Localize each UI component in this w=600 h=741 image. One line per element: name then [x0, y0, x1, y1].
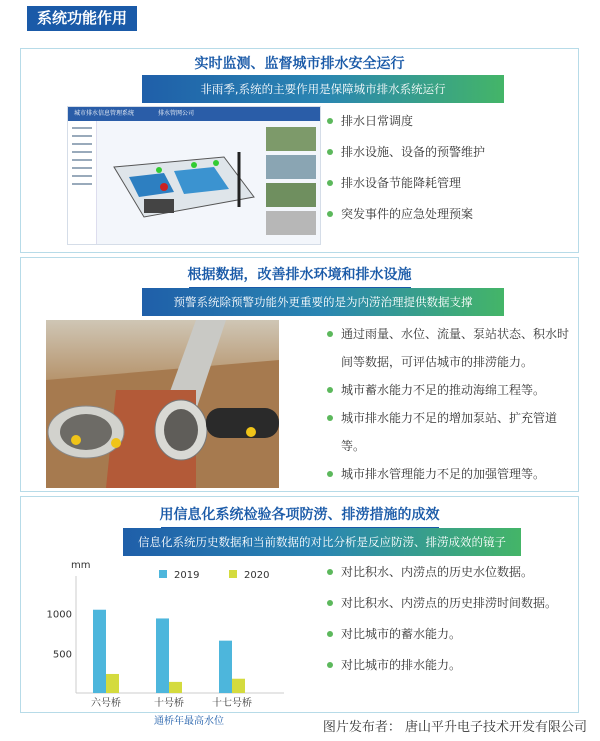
- y-tick-label: 500: [52, 649, 72, 661]
- feature-list: [327, 112, 485, 236]
- list-item: [327, 112, 485, 143]
- bullet-icon: [327, 149, 333, 155]
- bullet-icon: [327, 180, 333, 186]
- list-item: [327, 563, 557, 594]
- bar-2019: [93, 610, 106, 693]
- section-band: 信息化系统历史数据和当前数据的对比分析是反应防涝、排涝成效的镜子: [123, 528, 521, 556]
- list-item: [327, 404, 572, 460]
- y-axis-unit: mm: [71, 560, 91, 571]
- section-title-text: 实时监测、监督城市排水安全运行: [194, 56, 405, 72]
- list-item: [327, 625, 557, 656]
- chart-bars: [93, 610, 245, 693]
- page-section-tag: 系统功能作用: [27, 6, 137, 31]
- list-item-text: 通过雨量、水位、流量、泵站状态、积水时间等数据，可评估城市的排涝能力。: [341, 327, 570, 369]
- bullet-icon: [327, 662, 333, 668]
- section-title: [21, 504, 578, 524]
- bullet-icon: [327, 211, 333, 217]
- list-item: [327, 376, 572, 404]
- list-item-text: 对比积水、内涝点的历史排涝时间数据。: [341, 596, 558, 610]
- screenshot-sidebar: [68, 121, 97, 244]
- system-screenshot: [67, 106, 321, 245]
- list-item-text: 对比城市的排水能力。: [341, 658, 462, 672]
- bullet-icon: [327, 600, 333, 606]
- feature-list: [327, 320, 572, 488]
- x-tick-label: 六号桥: [91, 698, 121, 709]
- bar-2020: [169, 682, 182, 693]
- water-level-bar-chart: [44, 556, 304, 728]
- bar-2020: [106, 674, 119, 693]
- list-item-text: 排水日常调度: [341, 114, 414, 128]
- bullet-icon: [327, 569, 333, 575]
- legend-swatch: [229, 570, 237, 578]
- legend-swatch: [159, 570, 167, 578]
- list-item: [327, 594, 557, 625]
- list-item: [327, 656, 557, 687]
- list-item: [327, 143, 485, 174]
- screenshot-titlebar: [68, 107, 320, 121]
- list-item: [327, 205, 485, 236]
- list-item-text: 对比积水、内涝点的历史水位数据。: [341, 565, 534, 579]
- feature-list: [327, 563, 557, 687]
- list-item-text: 突发事件的应急处理预案: [341, 207, 474, 221]
- section-monitoring: [20, 48, 579, 253]
- image-credit: 图片发布者： 唐山平升电子技术开发有限公司: [322, 720, 587, 735]
- section-title: [21, 53, 578, 73]
- x-axis-title: 通桥年最高水位: [154, 716, 224, 727]
- bullet-icon: [327, 415, 333, 421]
- section-band: 非雨季,系统的主要作用是保障城市排水系统运行: [142, 75, 504, 103]
- section-band: 预警系统除预警功能外更重要的是为内涝治理提供数据支撑: [142, 288, 504, 316]
- x-labels: [91, 696, 252, 709]
- bullet-icon: [327, 631, 333, 637]
- bar-2019: [219, 641, 232, 693]
- bullet-icon: [327, 471, 333, 477]
- bullet-icon: [327, 118, 333, 124]
- list-item-text: 排水设备节能降耗管理: [341, 176, 462, 190]
- y-tick-label: 1000: [46, 609, 72, 621]
- list-item-text: 排水设施、设备的预警维护: [341, 145, 486, 159]
- list-item: [327, 174, 485, 205]
- list-item-text: 城市蓄水能力不足的推动海绵工程等。: [341, 383, 546, 397]
- bullet-icon: [327, 387, 333, 393]
- pipe-construction-photo: [46, 320, 279, 488]
- x-tick-label: 十号桥: [154, 698, 184, 709]
- list-item: [327, 320, 572, 376]
- section-title-text: 用信息化系统检验各项防涝、排涝措施的成效: [159, 507, 440, 523]
- list-item-text: 城市排水能力不足的增加泵站、扩充管道等。: [341, 411, 558, 453]
- list-item-text: 对比城市的蓄水能力。: [341, 627, 462, 641]
- pump-station-diagram: [104, 137, 264, 233]
- chart-legend: [159, 570, 269, 581]
- list-item-text: 城市排水管理能力不足的加强管理等。: [341, 467, 546, 481]
- section-title-text: 根据数据，改善排水环境和排水设施: [187, 267, 412, 283]
- bar-2019: [156, 618, 169, 693]
- legend-label: 2020: [244, 570, 270, 581]
- list-item: [327, 460, 572, 488]
- section-title: [21, 264, 578, 284]
- legend-label: 2019: [174, 570, 200, 581]
- screenshot-app-brand: 排水管网公司: [158, 110, 195, 117]
- bar-2020: [232, 679, 245, 693]
- y-ticks: [47, 610, 72, 661]
- screenshot-app-title: 城市排水信息管理系统: [74, 110, 135, 117]
- bullet-icon: [327, 331, 333, 337]
- x-tick-label: 十七号桥: [212, 698, 252, 709]
